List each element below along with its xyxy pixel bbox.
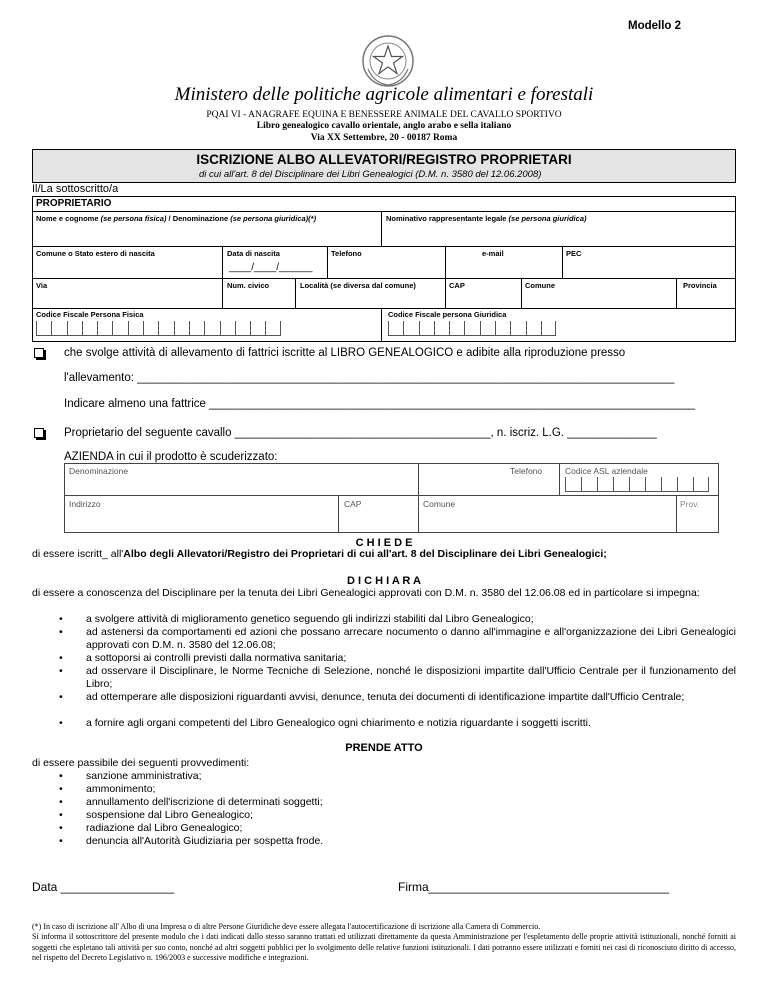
italian-republic-emblem-icon bbox=[360, 33, 416, 89]
comune-label: Comune bbox=[525, 281, 555, 290]
data-nascita-label: Data di nascita bbox=[227, 249, 280, 258]
azienda-indirizzo-label: Indirizzo bbox=[69, 499, 101, 509]
dichiara-item: • ad ottemperare alle disposizioni riguardanti avvisi, denunce, tenuta dei documenti di identificazione impartite dall'Ufficio Centrale; bbox=[86, 691, 736, 704]
address-line: Via XX Settembre, 20 - 00187 Roma bbox=[310, 133, 458, 143]
option-allevamento-line1: che svolge attività di allevamento di fattrici iscritte al LIBRO GENEALOGICO e adibite alla riproduzione presso bbox=[64, 347, 626, 359]
azienda-intro: AZIENDA in cui il prodotto è scuderizzato: bbox=[64, 451, 278, 463]
prende-atto-item: • ammonimento; bbox=[86, 783, 155, 796]
rappresentante-label: Nominativo rappresentante legale (se persona giuridica) bbox=[386, 214, 587, 223]
prende-atto-heading: PRENDE ATTO bbox=[345, 742, 423, 754]
option-allevamento-line2[interactable]: l'allevamento: ____________________________________________________________________________________ bbox=[64, 372, 675, 384]
dichiara-intro: di essere a conoscenza del Disciplinare per la tenuta dei Libri Genealogici approvati con D.M. n. 3580 del 12.06.08 ed in particolare si impegna: bbox=[32, 587, 700, 599]
azienda-comune-label: Comune bbox=[423, 499, 456, 509]
form-title: ISCRIZIONE ALBO ALLEVATORI/REGISTRO PROPRIETARI bbox=[196, 152, 572, 167]
comune-nascita-label: Comune o Stato estero di nascita bbox=[36, 249, 155, 258]
telefono-label: Telefono bbox=[331, 249, 362, 258]
libro-line: Libro genealogico cavallo orientale, anglo arabo e sella italiano bbox=[256, 121, 512, 131]
azienda-prov-label: Prov. bbox=[680, 499, 700, 509]
nome-field[interactable] bbox=[34, 224, 379, 245]
civico-label: Num. civico bbox=[227, 281, 270, 290]
proprietario-heading: PROPRIETARIO bbox=[36, 198, 112, 209]
department-line: PQAI VI - ANAGRAFE EQUINA E BENESSERE ANIMALE DEL CAVALLO SPORTIVO bbox=[206, 110, 562, 120]
ministry-name: Ministero delle politiche agricole alimentari e forestali bbox=[174, 84, 594, 105]
prende-atto-item: • radiazione dal Libro Genealogico; bbox=[86, 822, 242, 835]
cf-fisica-label: Codice Fiscale Persona Fisica bbox=[36, 310, 144, 319]
provincia-label: Provincia bbox=[683, 281, 717, 290]
chiede-heading: C H I E D E bbox=[355, 537, 413, 549]
prende-atto-intro: di essere passibile dei seguenti provvedimenti: bbox=[32, 757, 250, 769]
prende-atto-item: • denuncia all'Autorità Giudiziaria per sospetta frode. bbox=[86, 835, 323, 848]
form-title-box bbox=[32, 149, 736, 183]
prende-atto-item: • sospensione dal Libro Genealogico; bbox=[86, 809, 253, 822]
checkbox-icon[interactable] bbox=[34, 348, 44, 358]
azienda-cap-label: CAP bbox=[344, 499, 362, 509]
prende-atto-item: • annullamento dell'iscrizione di determinati soggetti; bbox=[86, 796, 323, 809]
checkbox-icon[interactable] bbox=[34, 428, 44, 438]
rappresentante-field[interactable] bbox=[383, 224, 733, 245]
localita-label: Località (se diversa dal comune) bbox=[300, 281, 416, 290]
pec-label: PEC bbox=[566, 249, 582, 258]
option-cavallo-line[interactable]: Proprietario del seguente cavallo ________________________________________, n. iscriz. L.G. ______________ bbox=[64, 427, 657, 439]
nome-label: Nome e cognome (se persona fisica) / Denominazione (se persona giuridica)(*) bbox=[36, 214, 317, 223]
data-nascita-field[interactable]: ____/____/______ bbox=[229, 262, 313, 273]
prende-atto-item: • sanzione amministrativa; bbox=[86, 770, 202, 783]
firma-field[interactable]: Firma____________________________________ bbox=[398, 880, 669, 894]
footnote-star: (*) In caso di iscrizione all' Albo di una Impresa o di altre Persone Giuridiche deve essere allegata l'autocertificazione di iscrizione alla Camera di Commercio. bbox=[32, 922, 541, 931]
azienda-asl-label: Codice ASL aziendale bbox=[565, 466, 648, 476]
dichiara-item: • a svolgere attività di miglioramento genetico seguendo gli indirizzi stabiliti dal Libro Genealogico; bbox=[86, 613, 736, 626]
cf-giuridica-boxes[interactable] bbox=[388, 321, 556, 336]
footnote-privacy: Si informa il sottoscrittore del presente modulo che i dati indicati dallo stesso saranno trattati ed utilizzati direttamente da questa Amministrazione per l'espletamento delle proprie attività istituzionali, nonché forniti ai soggetti che espletano tali attività per suo conto, nonché ad altri soggetti pubblici per lo svolgimento delle relative funzioni istituzionali. I dati potranno essere utilizzati e forniti nei casi di riconosciuto diritto di accesso, nel rispetto del Decreto Legislativo n. 196/2003 e successive modifiche e integrazioni. bbox=[32, 932, 736, 962]
azienda-section bbox=[64, 463, 719, 533]
option-fattrice-line[interactable]: Indicare almeno una fattrice ____________________________________________________________________________ bbox=[64, 398, 696, 410]
dichiara-item: • ad astenersi da comportamenti ed azioni che possano arrecare nocumento o danno all'immagine e all'organizzazione dei Libri Genealogici approvati con D.M. n. 3580 del 12.06.08; bbox=[86, 626, 736, 651]
cf-fisica-boxes[interactable] bbox=[36, 321, 281, 336]
dichiara-item: • ad osservare il Disciplinare, le Norme Tecniche di Selezione, nonché le disposizioni impartite dall'Ufficio Centrale per il funzionamento del Libro; bbox=[86, 665, 736, 690]
azienda-telefono-label: Telefono bbox=[510, 466, 543, 476]
dichiara-item: • a sottoporsi ai controlli previsti dalla normativa sanitaria; bbox=[86, 652, 736, 665]
modello-label: Modello 2 bbox=[628, 20, 682, 32]
dichiara-item: • a fornire agli organi competenti del Libro Genealogico ogni chiarimento e notizia riguardante i soggetti iscritti. bbox=[86, 717, 736, 730]
via-label: Via bbox=[36, 281, 48, 290]
azienda-denominazione-label: Denominazione bbox=[69, 466, 129, 476]
chiede-text: di essere iscritt_ all'Albo degli Allevatori/Registro dei Proprietari di cui all'art. 8 del Disciplinare dei Libri Genealogici; bbox=[32, 548, 607, 560]
form-subtitle: di cui all'art. 8 del Disciplinare dei Libri Genealogici (D.M. n. 3580 del 12.06.2008) bbox=[199, 169, 542, 180]
proprietario-section bbox=[32, 196, 736, 342]
cap-label: CAP bbox=[449, 281, 465, 290]
sottoscritto-label: Il/La sottoscritto/a bbox=[32, 183, 119, 195]
dichiara-heading: D I C H I A R A bbox=[347, 575, 421, 587]
asl-code-boxes[interactable] bbox=[565, 477, 709, 492]
cf-giuridica-label: Codice Fiscale persona Giuridica bbox=[388, 310, 507, 319]
data-field[interactable]: Data _________________ bbox=[32, 880, 175, 894]
email-label: e-mail bbox=[482, 249, 504, 258]
